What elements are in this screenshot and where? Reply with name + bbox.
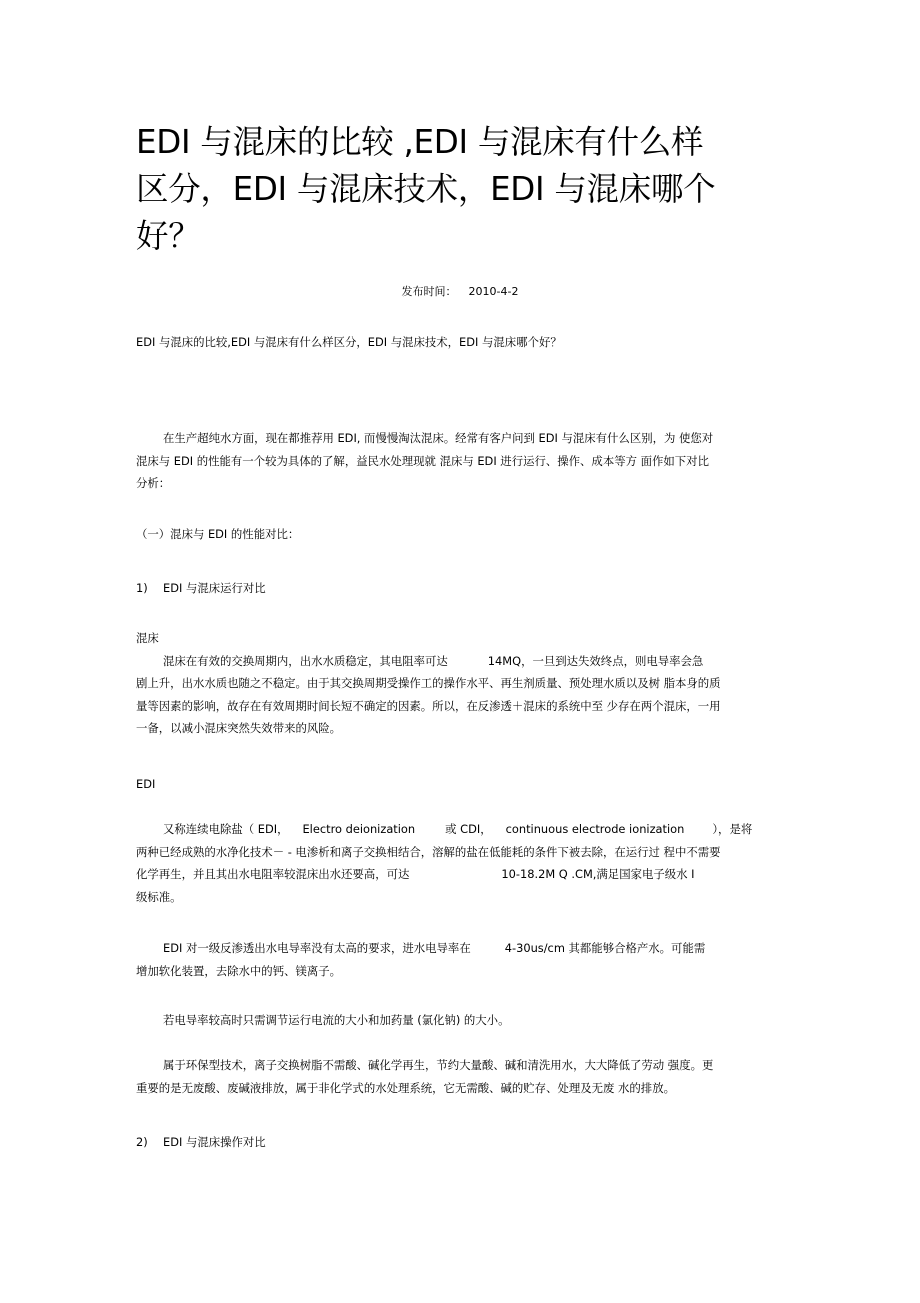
- mixed-bed-section: [136, 627, 786, 740]
- paragraph-line: 在生产超纯水方面，现在都推荐用 EDI, 而慢慢淘汰混床。经常有客户问到 EDI 与混床有什么区别，为 使您对: [163, 431, 714, 445]
- edi-paragraph-1: [136, 818, 786, 908]
- title-line: 好？: [136, 217, 201, 255]
- paragraph-line: 若电导率较高时只需调节运行电流的大小和加药量 (氯化钠) 的大小。: [163, 1013, 510, 1027]
- section-heading: [136, 523, 786, 546]
- title-line: 区分，EDI 与混床技术，EDI 与混床哪个: [136, 170, 716, 208]
- paragraph-line: 两种已经成熟的水净化技术－ - 电渗析和离子交换相结合，溶解的盐在低能耗的条件下被去除，在运行过 程中不需要: [136, 844, 721, 859]
- edi-paragraph-2: [136, 937, 786, 982]
- edi-paragraph-4: [136, 1054, 786, 1099]
- subsection-number: 2): [136, 1135, 148, 1149]
- article-title: [136, 119, 786, 260]
- date-label: 发布时间：: [401, 285, 457, 298]
- subsection-title: EDI 与混床运行对比: [163, 581, 266, 595]
- paragraph-line: 化学再生，并且其出水电阻率较混床出水还要高，可达 10-18.2M Q .CM,满足国家电子级水 I: [136, 867, 695, 882]
- publish-date: [0, 284, 920, 300]
- subsection-heading: [136, 1131, 786, 1154]
- paragraph-line: 分析：: [136, 476, 171, 491]
- subtitle: [136, 331, 786, 354]
- subsection-heading: [136, 577, 786, 600]
- paragraph-line: EDI 对一级反渗透出水电导率没有太高的要求，进水电导率在 4-30us/cm 其都能够合格产水。可能需: [163, 941, 706, 955]
- subtitle-text: EDI 与混床的比较,EDI 与混床有什么样区分，EDI 与混床技术，EDI 与混床哪个好？: [136, 335, 562, 349]
- paragraph-line: 重要的是无废酸、废碱液排放，属于非化学式的水处理系统，它无需酸、碱的贮存、处理及无废 水的排放。: [136, 1080, 675, 1095]
- edi-label: [136, 773, 786, 796]
- section-heading-text: （一）混床与 EDI 的性能对比：: [136, 527, 300, 541]
- paragraph-line: 增加软化装置，去除水中的钙、镁离子。: [136, 963, 342, 978]
- subsection-number: 1): [136, 581, 148, 595]
- title-line: EDI 与混床的比较 ,EDI 与混床有什么样: [136, 123, 704, 161]
- paragraph-line: 量等因素的影响，故存在有效周期时间长短不确定的因素。所以，在反渗透＋混床的系统中至 少存在两个混床，一用: [136, 698, 721, 713]
- mixed-bed-label: 混床: [136, 631, 159, 645]
- paragraph-line: 混床与 EDI 的性能有一个较为具体的了解，益民水处理现就 混床与 EDI 进行运行、操作、成本等方 面作如下对比: [136, 453, 709, 468]
- edi-label-text: EDI: [136, 777, 156, 791]
- paragraph-line: 剧上升，出水水质也随之不稳定。由于其交换周期受操作工的操作水平、再生剂质量、预处理水质以及树 脂本身的质: [136, 676, 721, 691]
- date-value: 2010-4-2: [468, 285, 519, 298]
- paragraph-line: 一备，以减小混床突然失效带来的风险。: [136, 721, 342, 736]
- paragraph-line: 又称连续电除盐（ EDI， Electro deionization 或 CDI， continuous electrode ionization ），是将: [163, 822, 753, 836]
- paragraph-line: 级标准。: [136, 889, 182, 904]
- paragraph-line: 混床在有效的交换周期内，出水水质稳定，其电阻率可达 14MQ，一旦到达失效终点，则电导率会急: [163, 653, 704, 668]
- intro-paragraph: [136, 427, 786, 495]
- subsection-title: EDI 与混床操作对比: [163, 1135, 266, 1149]
- edi-paragraph-3: [136, 1009, 786, 1032]
- paragraph-line: 属于环保型技术，离子交换树脂不需酸、碱化学再生，节约大量酸、碱和清洗用水，大大降低了劳动 强度。更: [163, 1058, 714, 1072]
